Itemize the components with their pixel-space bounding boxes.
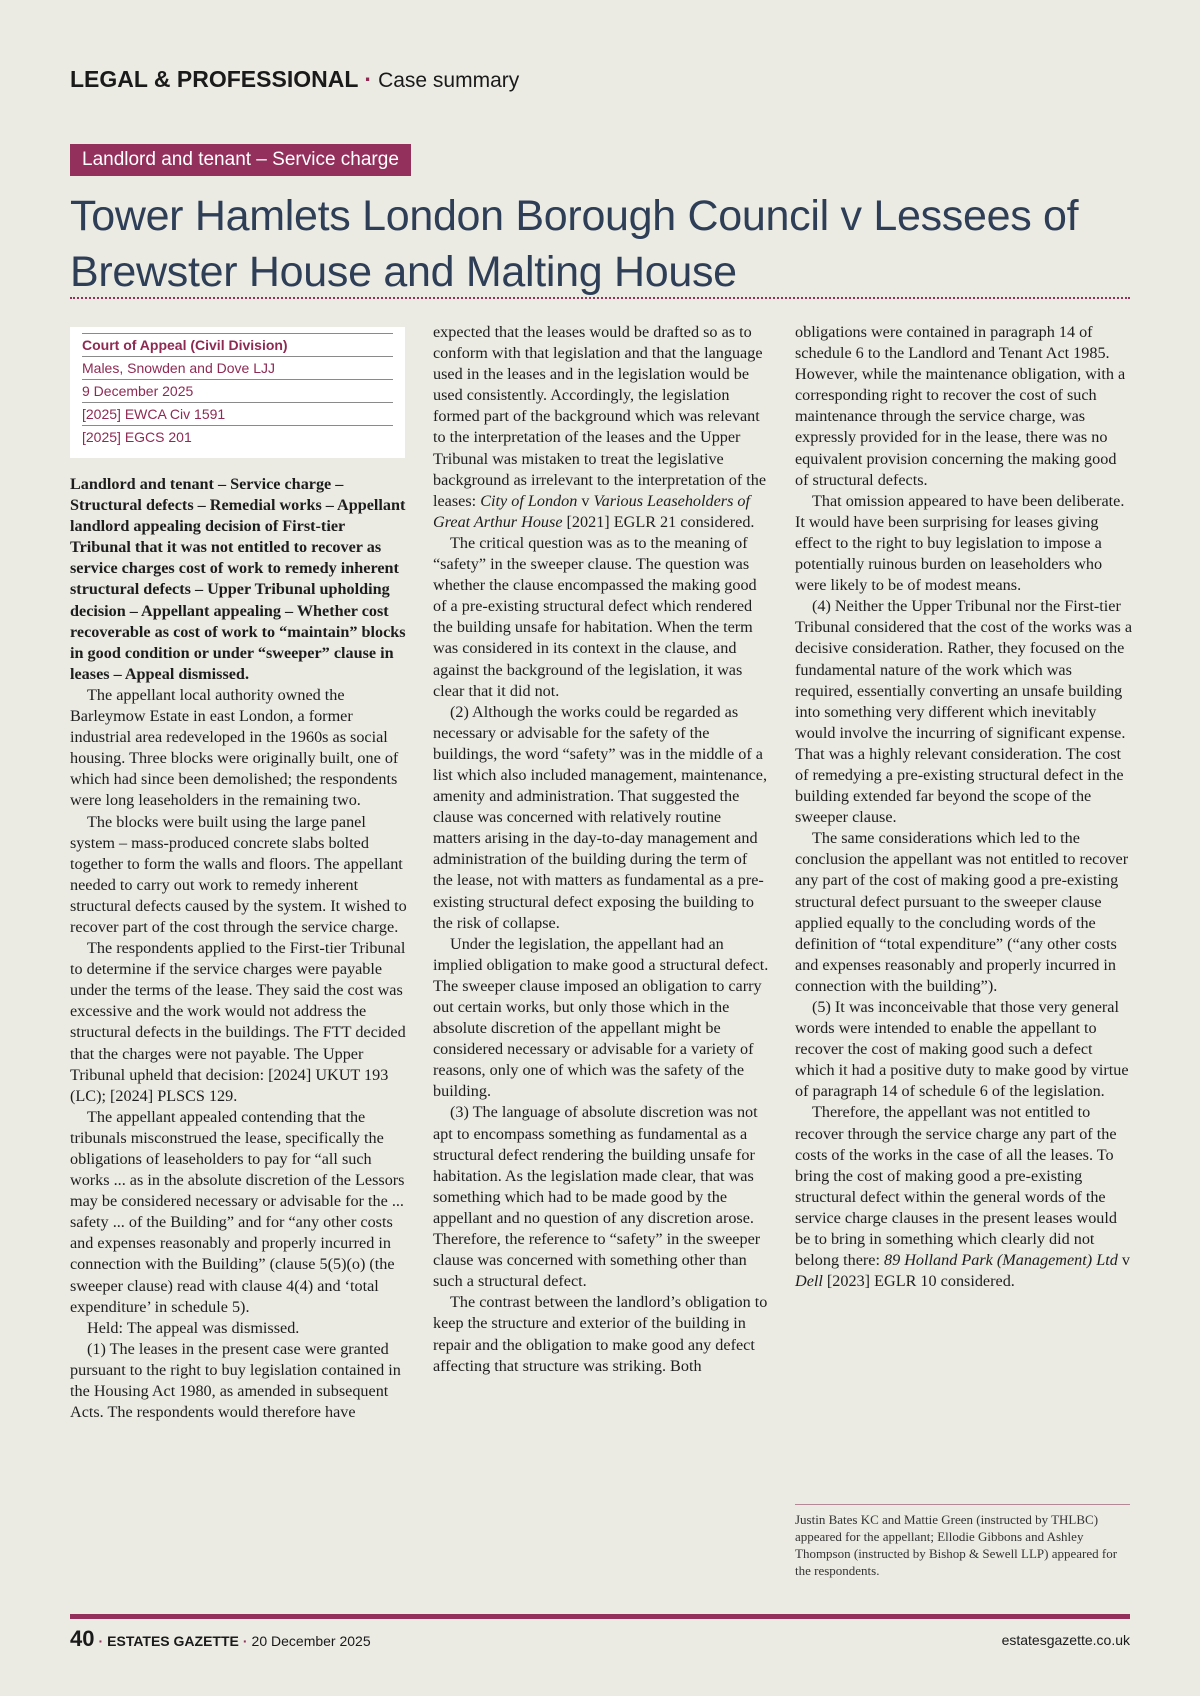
citation-text: [2021] EGLR 21 considered. [562,512,755,531]
held-statement: Held: The appeal was dismissed. [87,1318,300,1337]
page-number: 40 [70,1626,95,1651]
case-citation-name: City of London [480,491,578,510]
paragraph: The critical question was as to the meaning of “safety” in the sweeper clause. The question was whether the clause encompassed the making good of a pre-existing structural defect which rendered the building unsafe for habitation. When the term was considered in its context in the clause, and against the background of the legislation, it was clear that it did not. [433,533,757,700]
paragraph: Under the legislation, the appellant had an implied obligation to make good a structural defect. The sweeper clause imposed an obligation to carry out certain works, but only those which in the absolute discretion of the appellant might be considered necessary or advisable for a variety of reasons, only one of which was the safety of the building. [433,934,769,1101]
versus: v [1117,1251,1130,1270]
egcs-citation: [2025] EGCS 201 [82,425,393,448]
paragraph: (4) Neither the Upper Tribunal nor the First-tier Tribunal considered that the cost of the works was a decisive consideration. Rather, they focused on the fundamental nature of the work which was required, essentially converting an unsafe building into something very different which inevitably would involve the incurring of significant expense. That was a highly relevant consideration. The cost of remedying a pre-existing structural defect in the building extended far beyond the scope of the sweeper clause. [795,597,1133,827]
body-column-3 [795,322,1133,1292]
judges: Males, Snowden and Dove LJJ [82,356,393,379]
court-name: Court of Appeal (Civil Division) [82,333,393,356]
paragraph: That omission appeared to have been deliberate. It would have been surprising for leases giving effect to the right to buy legislation to impose a potentially ruinous burden on leaseholders who were likely to be of modest means. [795,491,1125,595]
header-separator: · [364,66,373,92]
case-citation-name: 89 Holland Park (Management) Ltd [884,1251,1118,1270]
website-url[interactable]: estatesgazette.co.uk [1001,1632,1130,1648]
paragraph: (3) The language of absolute discretion was not apt to encompass something as fundamental as a structural defect rendering the building unsafe for habitation. As the legislation made clear, that was something which had to be made good by the appellant and no question of any discretion arose. Therefore, the reference to “safety” in the sweeper clause was concerned with something other than such a structural defect. [433,1103,761,1291]
paragraph: The same considerations which led to the conclusion the appellant was not entitled to recover any part of the cost of making good a pre-existing structural defect pursuant to the sweeper clause applied equally to the concluding words of the definition of “total expenditure” (“any other costs and expenses reasonably and properly incurred in connection with the building”). [795,829,1129,995]
publication-name: ESTATES GAZETTE [107,1633,239,1649]
catchwords: Landlord and tenant – Service charge – Structural defects – Remedial works – Appellant landlord appealing decision of First-tier Tribunal that it was not entitled to recover as service charges cost of work to remedy inherent structural defects – Upper Tribunal upholding decision – Appellant appealing – Whether cost recoverable as cost of work to “maintain” blocks in good condition or under “sweeper” clause in leases – Appeal dismissed. [70,475,406,683]
paragraph-text: Therefore, the appellant was not entitled to recover through the service charge any part of the costs of the works in the case of all the leases. To bring the cost of making good a pre-existing structural defect within the general words of the service charge clauses in the present leases would be to bring in something which clearly did not belong there: [795,1103,1117,1270]
category-label: Landlord and tenant – Service charge [70,144,411,176]
neutral-citation: [2025] EWCA Civ 1591 [82,402,393,425]
paragraph: (5) It was inconceivable that those very general words were intended to enable the appellant to recover the cost of making good such a defect which it had a positive duty to make good by virtue of paragraph 14 of schedule 6 of the legislation. [795,998,1129,1101]
versus: v [577,491,594,510]
issue-date: 20 December 2025 [251,1633,371,1649]
case-citation-name: Dell [795,1272,823,1291]
subsection-name: Case summary [378,69,520,92]
judgment-date: 9 December 2025 [82,379,393,402]
paragraph: The blocks were built using the large panel system – mass-produced concrete slabs bolted together to form the walls and floors. The appellant needed to carry out work to remedy inherent structural defects caused by the system. It wished to recover part of the cost through the service charge. [70,812,407,936]
footer-left [70,1626,371,1652]
paragraph-text: expected that the leases would be drafted so as to conform with that legislation and that the language used in the leases and in the legislation would be used consistently. Accordingly, the legislation formed part of the background which was relevant to the interpretation of the leases and the Upper Tribunal was mistaken to treat the legislative background as irrelevant to the interpretation of the leases: [433,323,767,510]
paragraph: obligations were contained in paragraph 14 of schedule 6 to the Landlord and Tenant Act 1985. However, while the maintenance obligation, with a corresponding right to recover the cost of such maintenance through the service charge, was expressly provided for in the lease, there was no equivalent provision concerning the making good of structural defects. [795,323,1126,489]
paragraph: The appellant appealed contending that the tribunals misconstrued the lease, specifically the obligations of leaseholders to pay for “all such works ... as in the absolute discretion of the Lessors may be considered necessary or advisable for the ... safety ... of the Building” and for “any other costs and expenses reasonably and properly incurred in connection with the Building” (clause 5(5)(o) (the sweeper clause) read with clause 4(4) and ‘total expenditure’ in schedule 5). [70,1107,405,1316]
footer-divider [70,1614,1130,1619]
paragraph [433,322,771,533]
section-header [70,66,519,93]
title-divider [70,297,1130,299]
body-column-1 [70,474,408,1423]
case-info-box [70,327,405,458]
citation-text: [2023] EGLR 10 considered. [822,1272,1015,1291]
article-title: Tower Hamlets London Borough Council v Lessees of Brewster House and Malting House [70,192,1079,296]
paragraph: The appellant local authority owned the Barleymow Estate in east London, a former industrial area redeveloped in the 1960s as social housing. Three blocks were originally built, one of which had since been demolished; the respondents were long leaseholders in the remaining two. [70,685,399,810]
body-column-2 [433,322,771,1377]
paragraph: (2) Although the works could be regarded as necessary or advisable for the safety of the buildings, the word “safety” was in the middle of a list which also included management, maintenance, amenity and administration. That suggested the clause was concerned with relatively routine matters arising in the day-to-day management and administration of the building during the term of the lease, not with matters as fundamental as a pre-existing structural defect exposing the building to the risk of collapse. [433,702,767,932]
footer-separator: · [242,1633,248,1649]
footer-separator: · [98,1633,104,1649]
case-citation-name: Various Leaseholders of Great Arthur House [433,491,751,531]
paragraph [795,1102,1133,1292]
section-name: LEGAL & PROFESSIONAL [70,66,359,92]
paragraph: The respondents applied to the First-tier Tribunal to determine if the service charges were payable under the terms of the lease. They said the cost was excessive and the work would not address the structural defects in the buildings. The FTT decided that the charges were not payable. The Upper Tribunal upheld that decision: [2024] UKUT 193 (LC); [2024] PLSCS 129. [70,939,406,1105]
counsel-note: Justin Bates KC and Mattie Green (instructed by THLBC) appeared for the appellant; Ellodie Gibbons and Ashley Thompson (instructed by Bishop & Sewell LLP) appeared for the respondents. [795,1504,1130,1579]
paragraph: The contrast between the landlord’s obligation to keep the structure and exterior of the building in repair and the obligation to make good any defect affecting that structure was striking. Both [433,1293,768,1375]
paragraph: (1) The leases in the present case were granted pursuant to the right to buy legislation contained in the Housing Act 1980, as amended in subsequent Acts. The respondents would therefore have [70,1339,401,1422]
